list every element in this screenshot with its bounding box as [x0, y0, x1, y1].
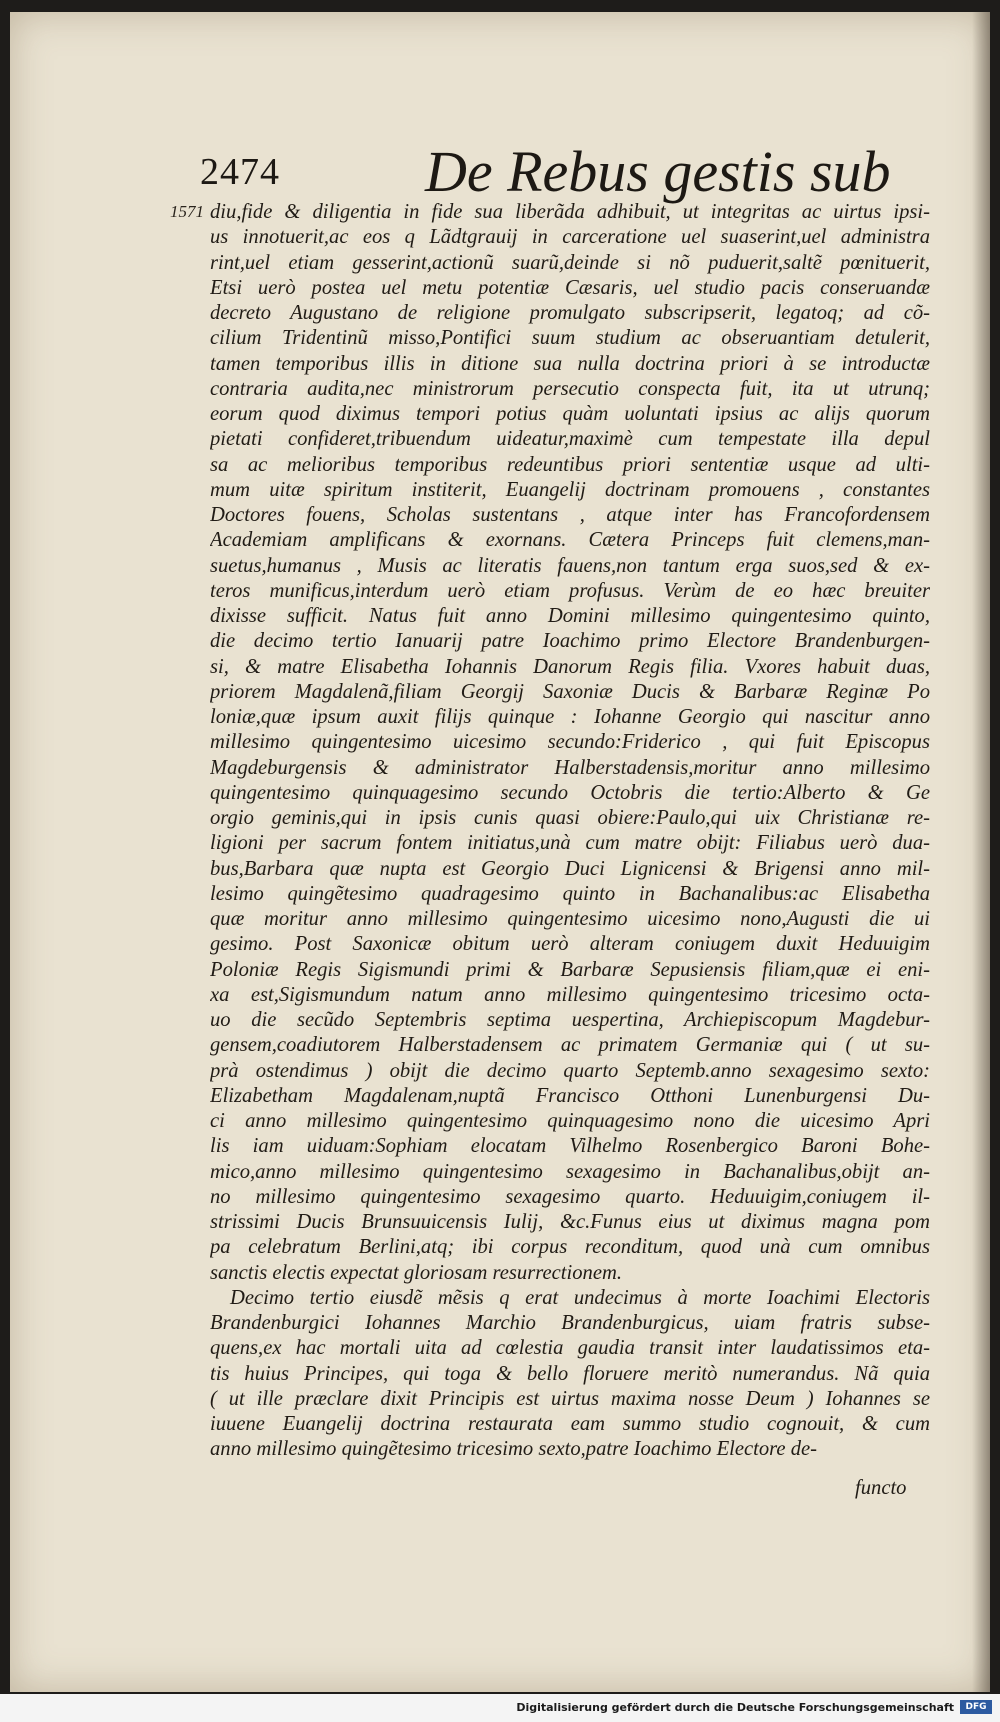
margin-note-year: 1571	[170, 202, 204, 221]
text-line: us innotuerit,ac eos q Lãdtgrauij in carceratione uel suaserint,uel administra	[210, 226, 930, 249]
text-line: uo die secũdo Septembris septima uespertina, Archiepiscopum Magdebur-	[210, 1009, 930, 1031]
text-line: Brandenburgici Iohannes Marchio Brandenburgicus, uiam fratris subse-	[210, 1312, 930, 1334]
text-line: quæ moritur anno millesimo quingentesimo uicesimo nono,Augusti die ui	[210, 908, 930, 930]
text-line: Magdeburgensis & administrator Halberstadensis,moritur anno millesimo	[210, 756, 930, 779]
text-line: sanctis electis expectat gloriosam resurrectionem.	[210, 1261, 622, 1284]
running-title: De Rebus gestis sub	[425, 139, 891, 204]
text-line: dixisse sufficit. Natus fuit anno Domini millesimo quingentesimo quinto,	[210, 605, 930, 627]
text-line: contraria audita,nec ministrorum persecutio conspecta fuit, ita ut utrunq;	[210, 377, 930, 400]
text-line: loniæ,quæ ipsum auxit filijs quinque : Iohanne Georgio qui nascitur anno	[210, 706, 930, 728]
text-line: decreto Augustano de religione promulgato subscripserit, legatoq; ad cõ-	[210, 302, 930, 324]
text-line: mum uitæ spiritum institerit, Euangelij doctrinam promouens , constantes	[210, 478, 930, 501]
text-line: no millesimo quingentesimo sexagesimo quarto. Heduuigim,coniugem il-	[210, 1185, 930, 1208]
page-edge-shadow	[972, 12, 990, 1692]
text-line: ligioni per sacrum fontem initiatus,unà cum matre obijt: Filiabus uerò dua-	[210, 832, 930, 855]
text-line: tamen temporibus illis in ditione sua nulla doctrina priori à se introductæ	[210, 352, 930, 375]
text-line: ci anno millesimo quingentesimo quinquagesimo nono die uicesimo Apri	[210, 1110, 930, 1132]
text-line: priorem Magdalenã,filiam Georgij Saxoniæ Ducis & Barbaræ Reginæ Po	[210, 680, 930, 703]
text-line: rint,uel etiam gesserint,actionũ suarũ,deinde si nõ puduerit,saltẽ pœnituerit,	[210, 251, 930, 274]
text-line: gensem,coadiutorem Halberstadensem ac primatem Germaniæ qui ( ut su-	[210, 1034, 930, 1057]
text-line: mico,anno millesimo quingentesimo sexagesimo in Bachanalibus,obijt an-	[210, 1160, 930, 1183]
text-line: Academiam amplificans & exornans. Cætera Princeps fuit clemens,man-	[210, 529, 930, 552]
text-line: pa celebratum Berlini,atq; ibi corpus reconditum, quod unà cum omnibus	[210, 1236, 930, 1259]
text-line: quingentesimo quinquagesimo secundo Octobris die tertio:Alberto & Ge	[210, 781, 930, 804]
text-line: millesimo quingentesimo uicesimo secundo:Friderico , qui fuit Episcopus	[210, 731, 930, 754]
text-line: ( ut ille præclare dixit Principis est uirtus maxima nosse Deum ) Iohannes se	[210, 1387, 930, 1410]
text-line: cilium Tridentinũ misso,Pontifici suum studium ac obseruantiam detulerit,	[210, 327, 930, 350]
text-line: suetus,humanus , Musis ac literatis fauens,non tantum erga suos,sed & ex-	[210, 554, 930, 577]
text-line: gesimo. Post Saxonicæ obitum uerò alteram coniugem duxit Heduuigim	[210, 933, 930, 956]
text-line: tis huius Principes, qui toga & bello floruere meritò numerandus. Nã quia	[210, 1362, 930, 1385]
text-line: Poloniæ Regis Sigismundi primi & Barbaræ Sepusiensis filiam,quæ ei eni-	[210, 958, 930, 981]
text-line: lis iam uiduam:Sophiam elocatam Vilhelmo Rosenbergico Baroni Bohe-	[210, 1135, 930, 1158]
text-line: prà ostendimus ) obijt die decimo quarto Septemb.anno sexagesimo sexto:	[210, 1059, 930, 1082]
text-line: pietati confideret,tribuendum uideatur,maximè cum tempestate illa depul	[210, 428, 930, 451]
book-page	[10, 12, 990, 1692]
text-line: anno millesimo quingẽtesimo tricesimo sexto,patre Ioachimo Electore de-	[210, 1438, 818, 1461]
text-line: iuuene Euangelij doctrina restaurata eam summo studio cognouit, & cum	[210, 1413, 930, 1435]
text-line: eorum quod diximus tempori potius quàm uoluntati ipsius ac alijs quorum	[210, 403, 930, 425]
catchword: functo	[855, 1477, 907, 1499]
text-line: strissimi Ducis Brunsuuicensis Iulij, &c.Funus eius ut diximus magna pom	[210, 1211, 930, 1233]
text-line: teros munificus,interdum uerò etiam profusus. Verùm de eo hæc breuiter	[210, 579, 930, 602]
text-line: Doctores fouens, Scholas sustentans , atque inter has Francofordensem	[210, 504, 930, 526]
page-number: 2474	[200, 151, 280, 193]
footer-credit: Digitalisierung gefördert durch die Deutsche Forschungsgemeinschaft	[516, 1701, 954, 1714]
text-line: xa est,Sigismundum natum anno millesimo quingentesimo tricesimo octa-	[210, 983, 930, 1006]
text-line: Decimo tertio eiusdẽ mẽsis q erat undecimus à morte Ioachimi Electoris	[230, 1286, 930, 1309]
text-line: si, & matre Elisabetha Iohannis Danorum Regis filia. Vxores habuit duas,	[210, 655, 930, 678]
text-line: sa ac melioribus temporibus redeuntibus priori sententiæ usque ad ulti-	[210, 453, 930, 476]
text-line: Elizabetham Magdalenam,nuptã Francisco Otthoni Lunenburgensi Du-	[210, 1084, 930, 1107]
body-text	[210, 200, 930, 1463]
text-line: bus,Barbara quæ nupta est Georgio Duci Lignicensi & Brigensi anno mil-	[210, 857, 930, 880]
dfg-logo: DFG	[960, 1700, 992, 1714]
text-line: diu,fide & diligentia in fide sua liberãda adhibuit, ut integritas ac uirtus ipsi-	[210, 201, 930, 223]
text-line: lesimo quingẽtesimo quadragesimo quinto in Bachanalibus:ac Elisabetha	[210, 882, 930, 905]
text-line: die decimo tertio Ianuarij patre Ioachimo primo Electore Brandenburgen-	[210, 630, 930, 653]
text-line: orgio geminis,qui in ipsis cunis quasi obiere:Paulo,qui uix Christianæ re-	[210, 807, 930, 829]
text-line: quens,ex hac mortali uita ad cœlestia gaudia transit inter laudatissimos eta-	[210, 1337, 930, 1360]
text-line: Etsi uerò postea uel metu potentiæ Cæsaris, uel studio pacis conseruandæ	[210, 276, 930, 299]
